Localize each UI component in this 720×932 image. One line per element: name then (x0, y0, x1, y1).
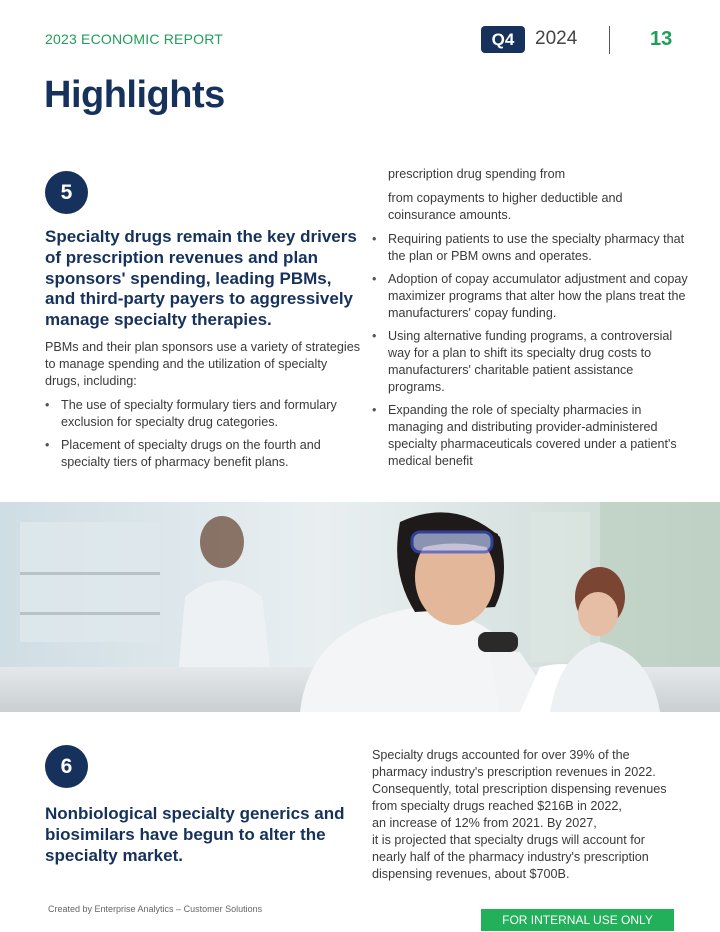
section-body (372, 747, 702, 883)
right-lead-continuation: from copayments to higher deductible and coinsurance amounts. (388, 191, 623, 222)
report-title: 2023 ECONOMIC REPORT (45, 31, 224, 47)
body-line: from specialty drugs reached $216B in 2022, (372, 799, 622, 813)
body-line: nearly half of the pharmacy industry's prescription (372, 850, 649, 864)
list-item: • The use of specialty formulary tiers and formulary exclusion for specialty drug categories. (45, 397, 363, 431)
body-line: pharmacy industry's prescription revenues in 2022. (372, 765, 656, 779)
list-item: • Adoption of copay accumulator adjustment and copay maximizer programs that alter how the plans treat the manufacturers' copay funding. (372, 271, 690, 322)
list-item: • Expanding the role of specialty pharmacies in managing and distributing provider-administered specialty pharmaceuticals covered under a patient's medical benefit (372, 402, 690, 470)
section-number-badge: 5 (45, 171, 88, 214)
body-line: it is projected that specialty drugs will account for (372, 833, 645, 847)
footer-credit: Created by Enterprise Analytics – Customer Solutions (48, 904, 263, 914)
list-item: • Requiring patients to use the specialty pharmacy that the plan or PBM owns and operates. (372, 231, 690, 265)
header-divider (609, 26, 610, 54)
body-line: an increase of 12% from 2021. By 2027, (372, 816, 597, 830)
body-line: dispensing revenues, about $700B. (372, 867, 570, 881)
report-year: 2024 (535, 28, 578, 49)
list-item: • Placement of specialty drugs on the fourth and specialty tiers of pharmacy benefit plans. (45, 437, 363, 471)
body-line: Specialty drugs accounted for over 39% of the (372, 748, 630, 762)
left-bullet-list (45, 397, 363, 477)
internal-use-badge: FOR INTERNAL USE ONLY (481, 909, 674, 931)
quarter-badge: Q4 (481, 26, 525, 53)
right-lead-fragment: prescription drug spending from (388, 167, 566, 181)
body-line: Consequently, total prescription dispensing revenues (372, 782, 667, 796)
list-item: • Using alternative funding programs, a controversial way for a plan to shift its specialty drug costs to manufacturers' charitable patient assistance programs. (372, 328, 690, 396)
lab-scientists-photo (0, 502, 720, 712)
section-headline: Nonbiological specialty generics and biosimilars have begun to alter the specialty market. (45, 804, 345, 865)
section-headline: Specialty drugs remain the key drivers of prescription revenues and plan sponsors' spending, leading PBMs, and third-party payers to aggressively manage specialty therapies. (45, 227, 357, 330)
page-title: Highlights (44, 74, 225, 116)
section-number-badge: 6 (45, 745, 88, 788)
right-bullet-list (372, 231, 690, 476)
section-intro: PBMs and their plan sponsors use a variety of strategies to manage spending and the utilization of specialty drugs, including: (45, 340, 361, 388)
page-number: 13 (650, 28, 673, 50)
